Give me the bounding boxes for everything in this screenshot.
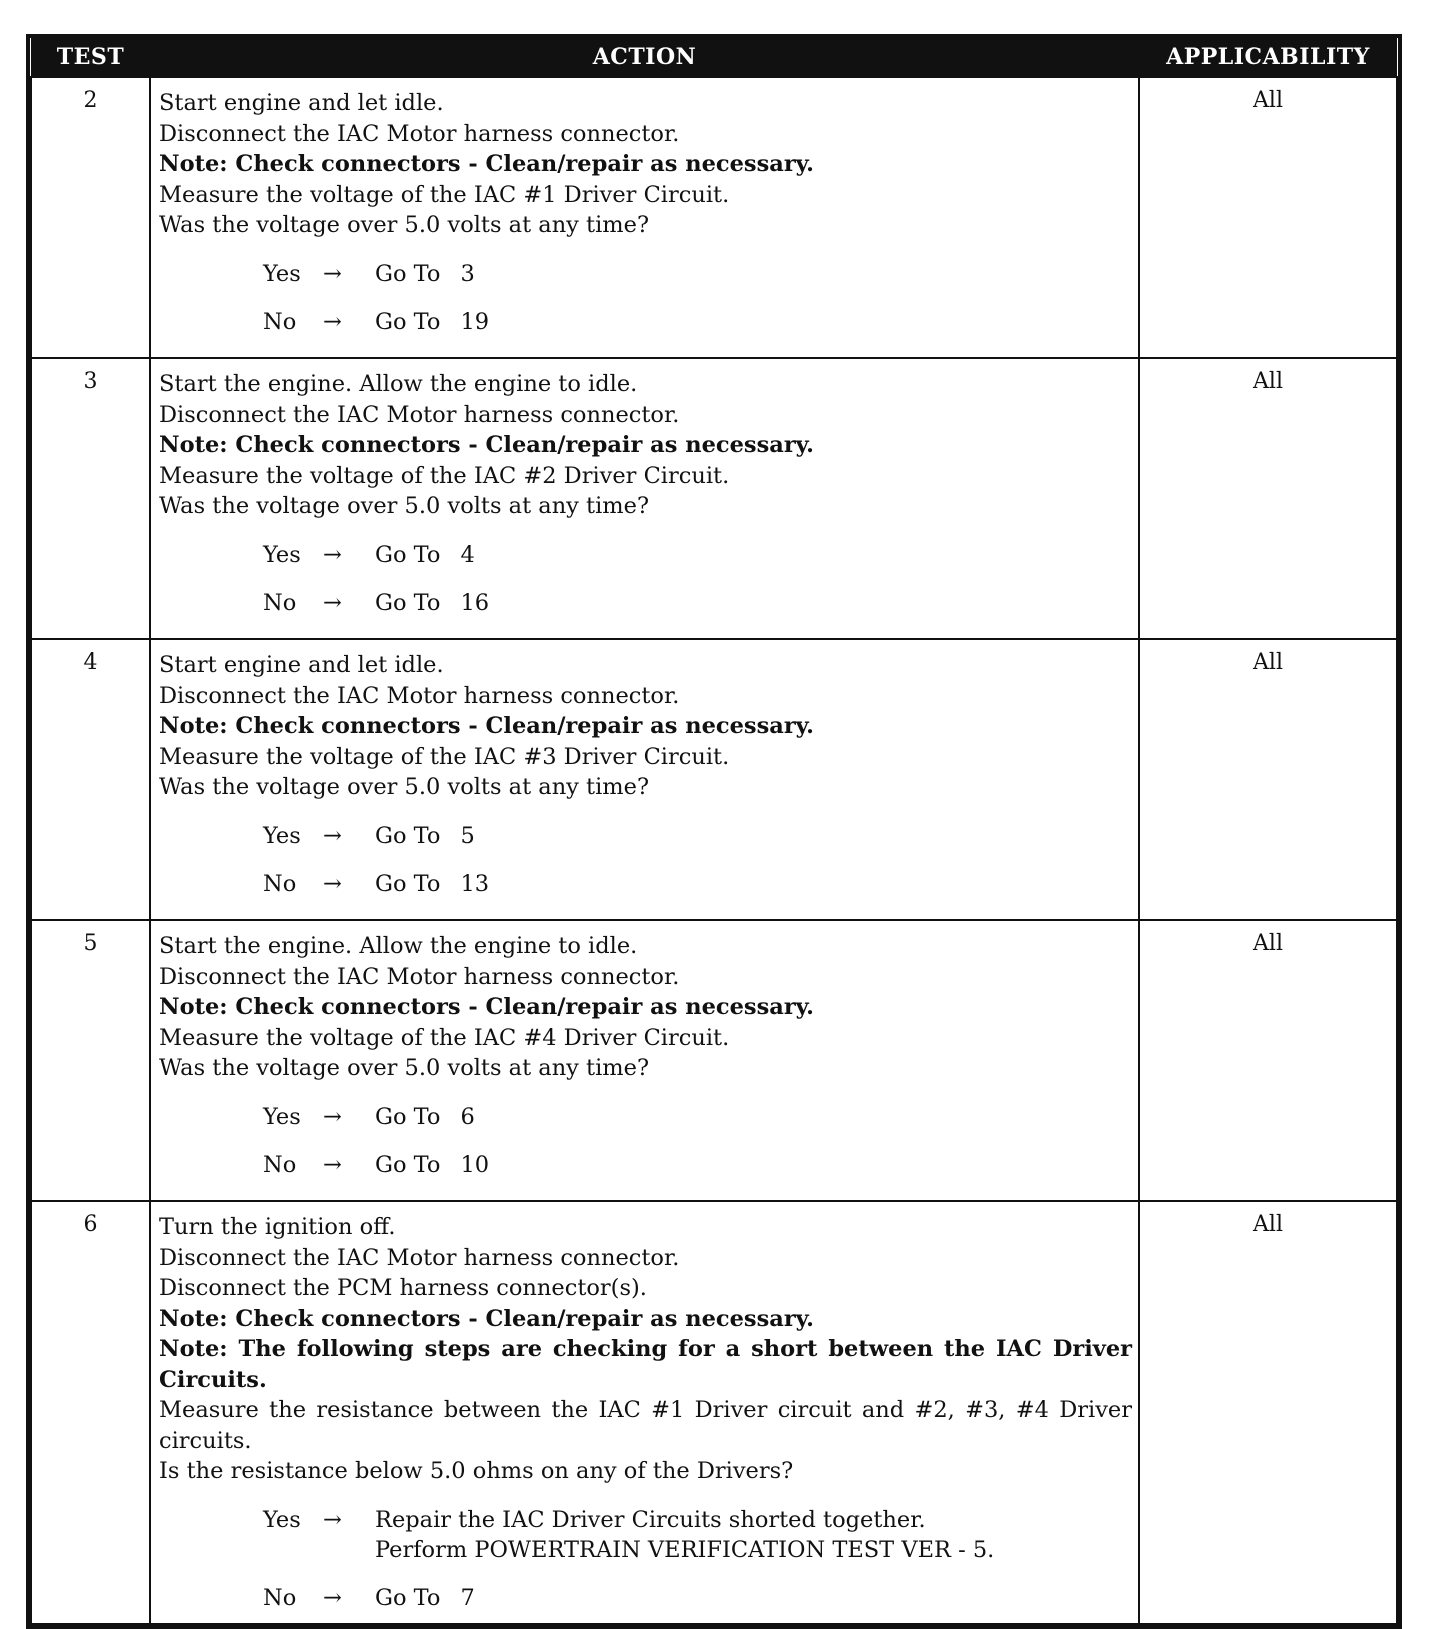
action-note: Note: Check connectors - Clean/repair as necessary.: [159, 713, 814, 739]
action-line: Measure the voltage of the IAC #2 Driver Circuit.: [159, 462, 730, 489]
header-applicability: APPLICABILITY: [1139, 38, 1397, 77]
action-question: Was the voltage over 5.0 volts at any time?: [159, 774, 650, 800]
table-row: [31, 1201, 1397, 1624]
goto-text: Go To: [375, 822, 441, 849]
right-arrow-icon: →: [323, 260, 342, 287]
right-arrow-icon: →: [323, 308, 342, 335]
action-cell: [150, 1201, 1139, 1624]
action-line: Measure the voltage of the IAC #4 Driver Circuit.: [159, 1024, 730, 1051]
action-cell: [150, 920, 1139, 1201]
outcome-no: [263, 588, 1132, 618]
goto-text: Go To: [375, 870, 441, 897]
goto-text: Go To: [375, 1151, 441, 1178]
test-number: 4: [31, 639, 150, 920]
action-line: Disconnect the IAC Motor harness connector.: [159, 963, 680, 990]
applicability-cell: All: [1139, 639, 1397, 920]
header-test: TEST: [31, 38, 150, 77]
action-line: Disconnect the IAC Motor harness connector.: [159, 401, 680, 428]
action-line: Measure the resistance between the IAC #1 Driver circuit and #2, #3, #4 Driver: [159, 1397, 1132, 1423]
goto-target: 7: [460, 1584, 475, 1611]
table-row: [31, 920, 1397, 1201]
action-line: Start engine and let idle.: [159, 652, 444, 678]
goto-target: 16: [460, 589, 490, 616]
action-line: Start the engine. Allow the engine to idle.: [159, 371, 638, 397]
goto-text: Go To: [375, 260, 441, 287]
outcome-label: No: [263, 1584, 297, 1611]
outcomes: [159, 540, 1132, 618]
action-question: Was the voltage over 5.0 volts at any time?: [159, 493, 650, 519]
diagnostic-table: [30, 38, 1398, 1625]
action-cell: [150, 358, 1139, 639]
outcome-yes: [263, 540, 1132, 570]
outcome-label: No: [263, 1151, 297, 1178]
goto-target: 5: [460, 822, 475, 849]
action-note: Note: The following steps are checking for a short between the IAC Driver: [159, 1336, 1132, 1362]
goto-text: Go To: [375, 541, 441, 568]
action-cell: [150, 639, 1139, 920]
outcome-label: No: [263, 308, 297, 335]
right-arrow-icon: →: [323, 1584, 342, 1611]
outcome-yes: [263, 259, 1132, 289]
action-line: Measure the voltage of the IAC #3 Driver Circuit.: [159, 743, 730, 770]
goto-text: Go To: [375, 1103, 441, 1130]
applicability-cell: All: [1139, 358, 1397, 639]
action-line: Measure the voltage of the IAC #1 Driver Circuit.: [159, 181, 730, 208]
action-cell: [150, 77, 1139, 358]
action-line: Disconnect the IAC Motor harness connector.: [159, 120, 680, 147]
action-line: Disconnect the IAC Motor harness connector.: [159, 1244, 680, 1271]
table-row: [31, 77, 1397, 358]
outcome-label: No: [263, 870, 297, 897]
right-arrow-icon: →: [323, 1151, 342, 1178]
goto-text: Go To: [375, 589, 441, 616]
action-question: Is the resistance below 5.0 ohms on any of the Drivers?: [159, 1458, 794, 1484]
applicability-cell: All: [1139, 77, 1397, 358]
goto-target: 13: [460, 870, 490, 897]
goto-target: 3: [460, 260, 475, 287]
outcomes: [159, 1102, 1132, 1180]
action-question: Was the voltage over 5.0 volts at any time?: [159, 1055, 650, 1081]
goto-target: 6: [460, 1103, 475, 1130]
outcome-no: [263, 869, 1132, 899]
action-line: circuits.: [159, 1427, 252, 1454]
action-line: Disconnect the PCM harness connector(s).: [159, 1275, 647, 1301]
applicability-cell: All: [1139, 1201, 1397, 1624]
outcome-yes: [263, 1102, 1132, 1132]
outcome-yes: [263, 1505, 1132, 1565]
action-note: Note: Check connectors - Clean/repair as necessary.: [159, 994, 814, 1020]
right-arrow-icon: →: [323, 541, 342, 568]
table-header-row: [31, 38, 1397, 77]
outcome-label: Yes: [263, 822, 301, 849]
header-action: ACTION: [150, 38, 1139, 77]
outcomes: [159, 259, 1132, 337]
outcome-yes: [263, 821, 1132, 851]
table-row: [31, 358, 1397, 639]
applicability-cell: All: [1139, 920, 1397, 1201]
right-arrow-icon: →: [323, 1103, 342, 1130]
action-note: Note: Check connectors - Clean/repair as necessary.: [159, 1305, 814, 1332]
test-number: 3: [31, 358, 150, 639]
goto-text: Go To: [375, 308, 441, 335]
outcomes: [159, 821, 1132, 899]
diagnostic-table-sheet: [26, 34, 1402, 1629]
action-line: Disconnect the IAC Motor harness connector.: [159, 682, 680, 709]
outcome-no: [263, 307, 1132, 337]
test-number: 2: [31, 77, 150, 358]
goto-target: 10: [460, 1151, 490, 1178]
goto-target: 19: [460, 308, 490, 335]
right-arrow-icon: →: [323, 589, 342, 616]
test-number: 6: [31, 1201, 150, 1624]
action-line: Turn the ignition off.: [159, 1214, 396, 1240]
right-arrow-icon: →: [323, 1506, 342, 1533]
action-line: Start the engine. Allow the engine to idle.: [159, 933, 638, 959]
outcome-label: Yes: [263, 1103, 301, 1130]
action-note: Circuits.: [159, 1366, 267, 1393]
repair-instruction: Repair the IAC Driver Circuits shorted together.: [375, 1506, 926, 1533]
verification-instruction: Perform POWERTRAIN VERIFICATION TEST VER - 5.: [375, 1536, 995, 1563]
action-line: Start engine and let idle.: [159, 90, 444, 116]
outcomes: [159, 1505, 1132, 1613]
right-arrow-icon: →: [323, 870, 342, 897]
right-arrow-icon: →: [323, 822, 342, 849]
table-row: [31, 639, 1397, 920]
test-number: 5: [31, 920, 150, 1201]
goto-text: Go To: [375, 1584, 441, 1611]
outcome-no: [263, 1150, 1132, 1180]
outcome-label: No: [263, 589, 297, 616]
action-note: Note: Check connectors - Clean/repair as necessary.: [159, 151, 814, 177]
outcome-no: [263, 1583, 1132, 1613]
outcome-label: Yes: [263, 260, 301, 287]
action-note: Note: Check connectors - Clean/repair as necessary.: [159, 432, 814, 458]
goto-target: 4: [460, 541, 475, 568]
outcome-label: Yes: [263, 1506, 301, 1533]
action-question: Was the voltage over 5.0 volts at any time?: [159, 212, 650, 238]
outcome-label: Yes: [263, 541, 301, 568]
